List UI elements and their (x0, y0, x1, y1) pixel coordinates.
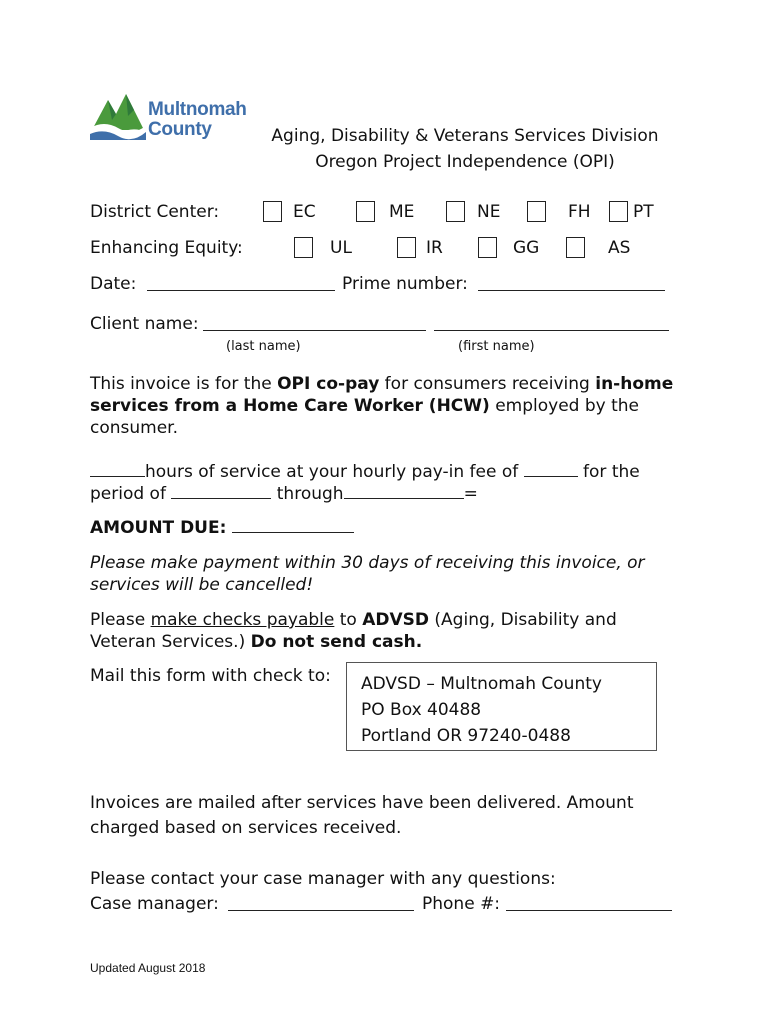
client-last-name-field[interactable] (203, 316, 426, 331)
date-field[interactable] (147, 276, 335, 291)
option-as-label: AS (608, 238, 631, 258)
option-ul-label: UL (330, 238, 352, 258)
option-me-label: ME (389, 202, 415, 222)
option-ir-label: IR (426, 238, 443, 258)
program-title: Oregon Project Independence (OPI) (315, 152, 615, 172)
option-fh-label: FH (568, 202, 591, 222)
case-manager-field[interactable] (228, 896, 414, 911)
address-line-2: PO Box 40488 (361, 700, 482, 720)
check-instructions: Please make checks payable to ADVSD (Aging, Disability and Veteran Services.) Do not send cash. (90, 610, 617, 652)
mail-label: Mail this form with check to: (90, 666, 331, 686)
fee-field[interactable] (524, 462, 578, 477)
invoices-note-line1: Invoices are mailed after services have been delivered. Amount (90, 793, 634, 813)
checkbox-fh[interactable] (527, 201, 546, 222)
invoices-note-line2: charged based on services received. (90, 818, 402, 838)
checkbox-gg[interactable] (478, 237, 497, 258)
payment-warning: Please make payment within 30 days of receiving this invoice, or services will be cancelled! (90, 553, 645, 595)
address-line-3: Portland OR 97240-0488 (361, 726, 571, 746)
logo-text-line2: County (148, 119, 212, 140)
checkbox-ir[interactable] (397, 237, 416, 258)
address-line-1: ADVSD – Multnomah County (361, 674, 602, 694)
first-name-caption: (first name) (458, 339, 535, 354)
division-title: Aging, Disability & Veterans Services Division (271, 126, 659, 146)
hours-line: hours of service at your hourly pay-in fee of for the (90, 462, 640, 482)
checkbox-pt[interactable] (609, 201, 628, 222)
prime-number-label: Prime number: (342, 274, 468, 294)
last-name-caption: (last name) (226, 339, 301, 354)
checkbox-ec[interactable] (263, 201, 282, 222)
mailing-address-box (346, 662, 657, 751)
phone-label: Phone #: (422, 894, 501, 914)
logo-text-line1: Multnomah (148, 99, 247, 120)
option-ec-label: EC (293, 202, 316, 222)
contact-line: Please contact your case manager with any questions: (90, 869, 556, 889)
period-to-field[interactable] (344, 484, 464, 499)
option-pt-label: PT (633, 202, 654, 222)
district-center-label: District Center: (90, 202, 220, 222)
case-manager-label: Case manager: (90, 894, 219, 914)
phone-field[interactable] (506, 896, 672, 911)
date-label: Date: (90, 274, 137, 294)
hours-field[interactable] (90, 462, 145, 477)
checkbox-me[interactable] (356, 201, 375, 222)
option-gg-label: GG (513, 238, 540, 258)
invoice-description: This invoice is for the OPI co-pay for consumers receiving in-home services from a Home Care Worker (HCW) employed by the consumer. (90, 374, 674, 438)
checkbox-ul[interactable] (294, 237, 313, 258)
enhancing-equity-label: Enhancing Equity: (90, 238, 243, 258)
amount-due-label: AMOUNT DUE: (90, 518, 227, 538)
checkbox-as[interactable] (566, 237, 585, 258)
mountain-logo-icon (90, 90, 146, 140)
updated-date: Updated August 2018 (90, 961, 206, 975)
amount-due-field[interactable] (232, 518, 354, 533)
amount-due-row (90, 518, 354, 538)
client-first-name-field[interactable] (434, 316, 669, 331)
period-from-field[interactable] (171, 484, 271, 499)
prime-number-field[interactable] (478, 276, 665, 291)
option-ne-label: NE (477, 202, 501, 222)
checkbox-ne[interactable] (446, 201, 465, 222)
client-name-label: Client name: (90, 314, 199, 334)
county-logo (90, 90, 250, 142)
period-line: period of through = (90, 484, 478, 504)
